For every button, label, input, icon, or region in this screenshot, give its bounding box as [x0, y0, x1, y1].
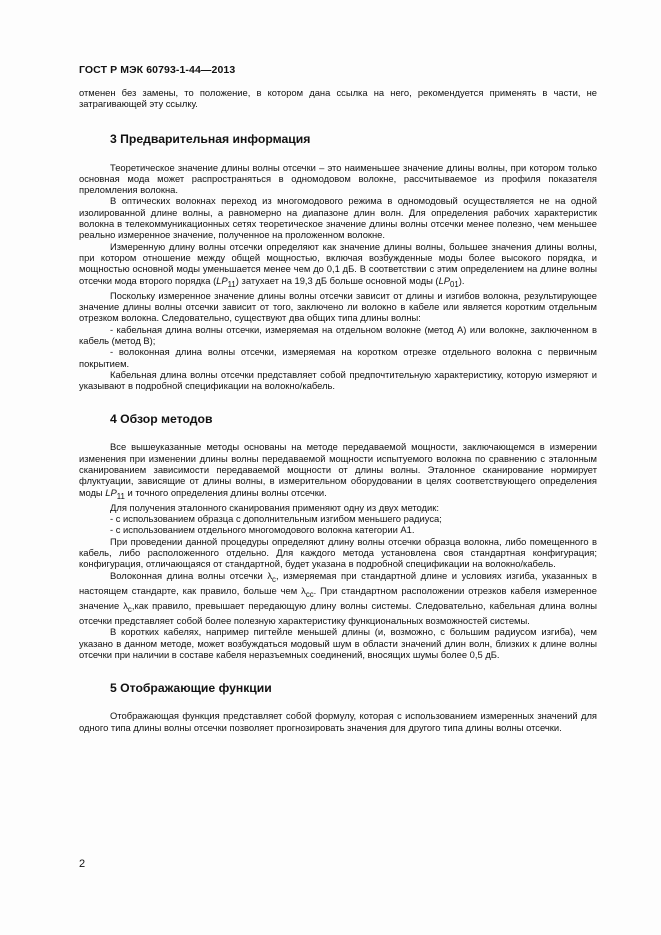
section-4-paragraph-6-text-c: . При стандартном расположении отрезков кабеля измеренное значение λ	[79, 584, 597, 611]
lp01-subscript: 01	[450, 279, 459, 289]
section-4-paragraph-6	[79, 570, 597, 627]
lambda-c-subscript: c	[127, 604, 132, 614]
section-3-paragraph-2: В оптических волокнах переход из многомодового режима в одномодовый осуществляется не на одной изолированной длине волны, а равномерно на диапазоне длин волн. Для определения рабочих характеристик волокна в телекоммуникационных сетях теоретическое значение длины волны отсечки менее полезно, чем меньшее реально измеренное значение, полученное на проложенном волокне.	[79, 195, 597, 241]
section-3-paragraph-3-text-b: ) затухает на 19,3 дБ больше основной моды (	[235, 274, 439, 286]
section-5-paragraph-1: Отображающая функция представляет собой формулу, которая с использованием измеренных значений для одного типа длины волны отсечки позволяет прогнозировать значения для другого типа длины волны отсечки.	[79, 710, 597, 733]
section-3-paragraph-3-text-c: ).	[458, 274, 465, 286]
page-number: 2	[79, 858, 86, 870]
section-4-paragraph-6-text-a: Волоконная длина волны отсечки λ	[110, 569, 273, 581]
document-body	[79, 87, 597, 733]
section-3-paragraph-3-text-a: Измеренную длину волны отсечки определяют как значение длины волны, большее значения длины волны, при котором отношение между общей мощностью, включая возбужденные моды более высокого порядка, и мощностью основной моды уменьшается менее чем до 0,1 дБ. В соответствии с этим определением на длине волны отсечки мода второго порядка (	[79, 240, 597, 286]
intro-paragraph: отменен без замены, то положение, в котором дана ссылка на него, рекомендуется применять в части, не затрагивающей эту ссылку.	[79, 87, 597, 110]
section-4-paragraph-1-text-a: Все вышеуказанные методы основаны на методе передаваемой мощности, заключающемся в измерении изменения при изменении длины волны передаваемой мощности испытуемого волокна по сравнению с эталонным сканированием зависимости передаваемой мощности от длины волны. Эталонное сканирование нормирует флуктуации, зависящие от длины волны, в измерительном оборудовании в целях соответствующего определения моды	[79, 441, 597, 498]
section-3-paragraph-7: Кабельная длина волны отсечки представляет собой предпочтительную характеристику, которую измеряют и указывают в подробной спецификации на волокно/кабель.	[79, 368, 597, 392]
section-4-list-item-1: - с использованием образца с дополнительным изгибом меньшего радиуса;	[110, 513, 442, 525]
lp11-subscript: 11	[116, 491, 125, 501]
section-3-title: 3 Предварительная информация	[110, 131, 311, 146]
lp-symbol: LP	[216, 274, 228, 286]
lp-symbol: LP	[438, 274, 451, 286]
section-4-list-item-2: - с использованием отдельного многомодового волокна категории А1.	[110, 524, 415, 536]
lp-symbol: LP	[105, 486, 117, 498]
section-4-paragraph-7: В коротких кабелях, например пигтейле меньшей длины (и, возможно, с большим радиусом изгиба), чем указано в данном методе, может возбуждаться модовый шум в области значений длин волн, близких к длине волны отсечки при наличии в составе кабеля неразъемных соединений, вносящих шумы более 0,5 дБ.	[79, 626, 597, 660]
section-4-title: 4 Обзор методов	[110, 412, 213, 427]
section-4-paragraph-5: При проведении данной процедуры определяют длину волны отсечки образца волокна, либо помещенного в кабель, либо расположенного отдельно. Для каждого метода установлена своя стандартная конфигурация; конфигурация, отличающаяся от стандартной, будет указана в подробной спецификации на волокно/кабель.	[79, 535, 597, 570]
section-4-paragraph-2: Для получения эталонного сканирования применяют одну из двух методик:	[110, 501, 439, 513]
section-3-list-item-1: - кабельная длина волны отсечки, измеряемая на отдельном волокне (метод А) или волокне, заключенном в кабель (метод В);	[79, 323, 597, 346]
section-4-paragraph-1	[79, 441, 597, 501]
lambda-c-subscript: c	[272, 574, 276, 584]
section-5-title: 5 Отображающие функции	[110, 681, 272, 696]
section-3-paragraph-4: Поскольку измеренное значение длины волны отсечки зависит от длины и изгибов волокна, результирующее значение длины волны отсечки зависит от того, заключено ли волокно в кабеле или является коротким отдельным отрезком волокна. Следовательно, существуют два общих типа длины волны:	[79, 289, 597, 324]
section-3-paragraph-3	[79, 241, 597, 290]
section-3-paragraph-1: Теоретическое значение длины волны отсечки – это наименьшее значение длины волны, при котором только основная мода может распространяться в одномодовом волокне, рассчитываемое из профиля показателя преломления волокна.	[79, 161, 597, 196]
section-4-paragraph-1-text-b: и точного определения длины волны отсечки.	[124, 486, 327, 498]
lp11-subscript: 11	[227, 279, 236, 289]
document-header: ГОСТ Р МЭК 60793-1-44—2013	[79, 64, 236, 76]
lambda-cc-subscript: cc	[305, 589, 314, 599]
section-4-paragraph-6-text-b: , измеряемая при стандартной длине и условиях изгиба, указанных в настоящем стандарте, как правило, больше чем λ	[79, 569, 597, 596]
section-4-paragraph-6-text-d: ,как правило, превышает передающую длину волны системы. Следовательно, кабельная длина волны отсечки представляет собой более полезную характеристику функциональных возможностей системы.	[79, 599, 597, 627]
section-3-list-item-2: - волоконная длина волны отсечки, измеряемая на коротком отрезке отдельного волокна с первичным покрытием.	[79, 346, 597, 369]
